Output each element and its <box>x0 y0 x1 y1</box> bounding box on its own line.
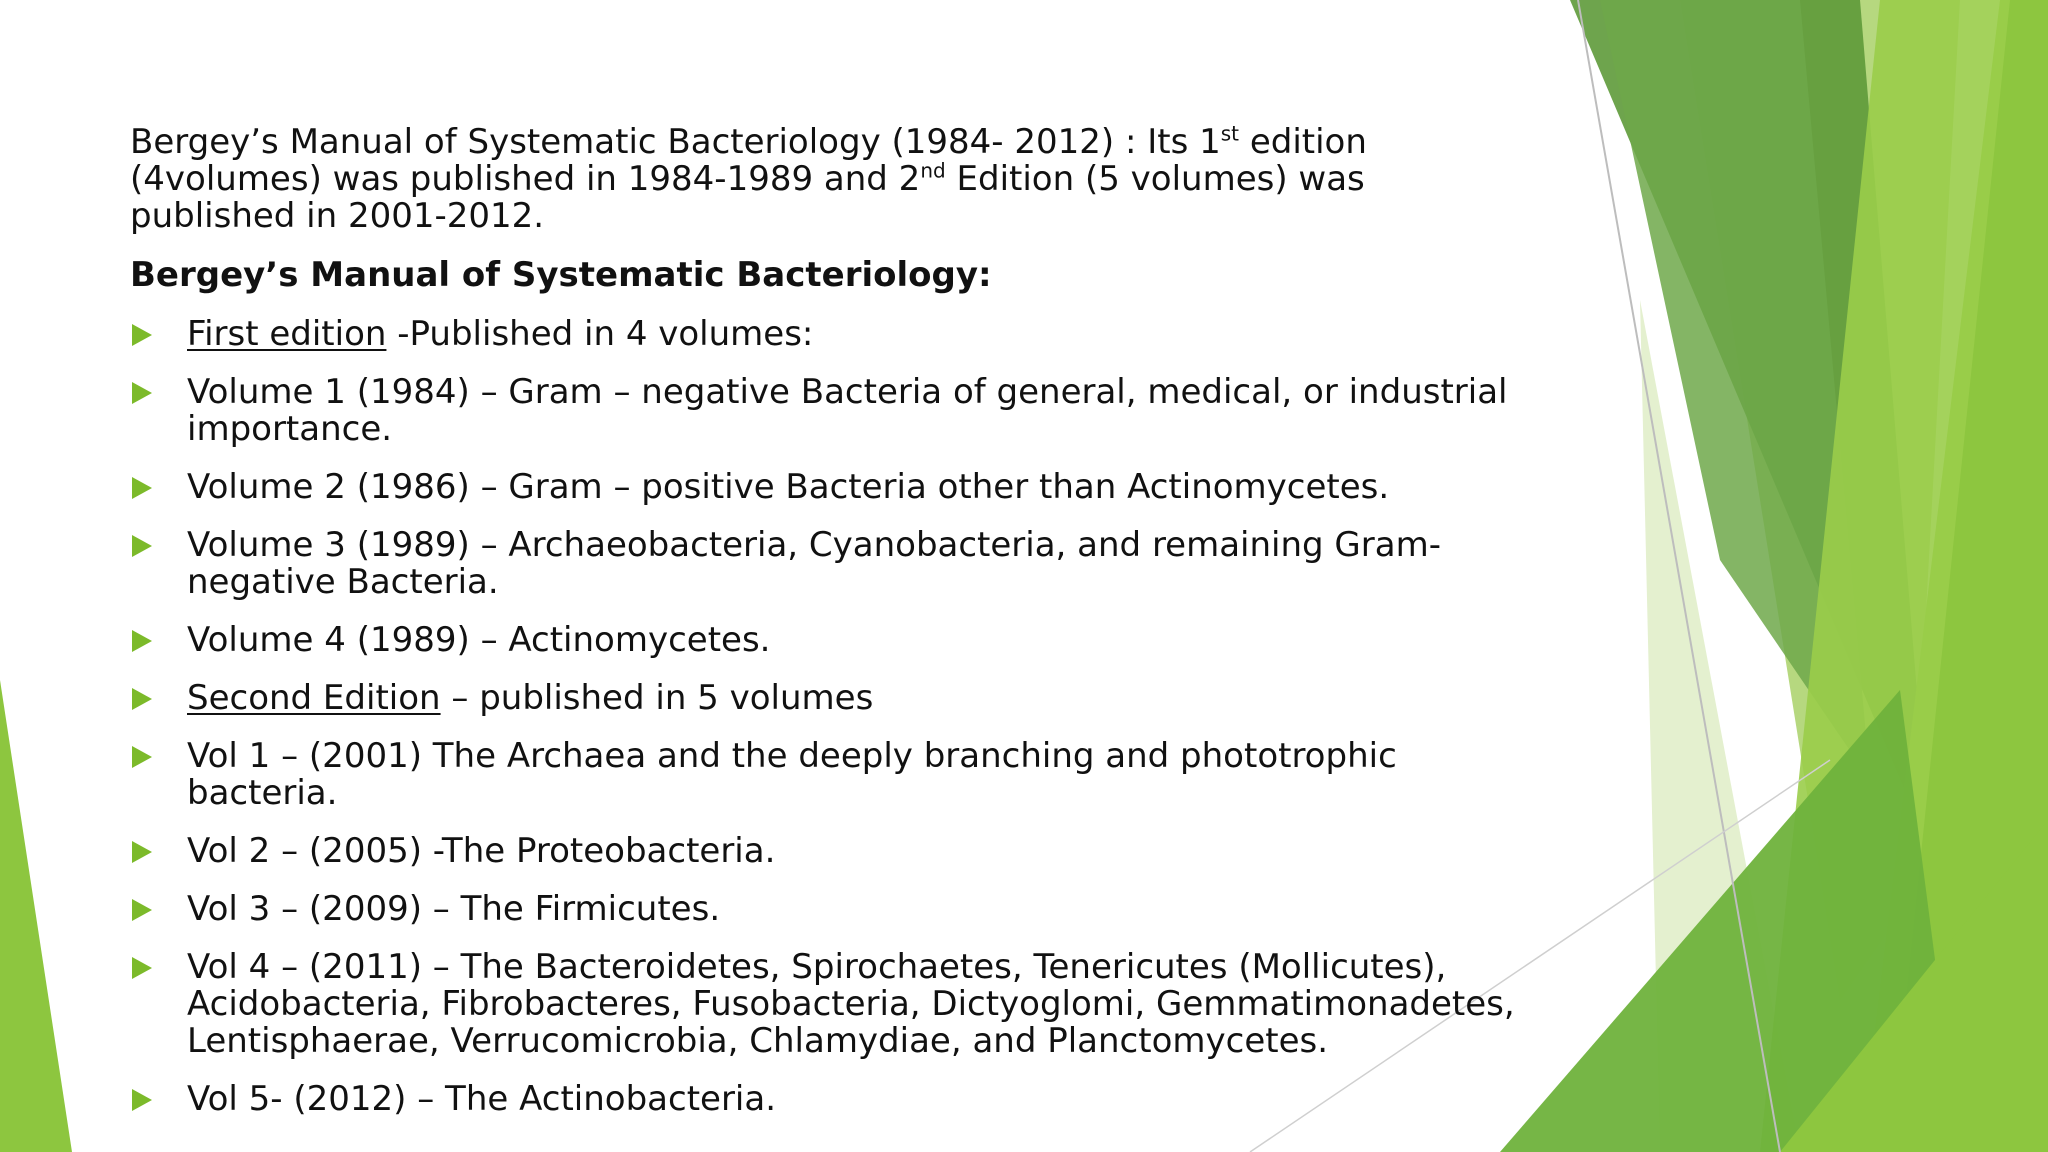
bullet-first-edition <box>130 316 1530 353</box>
triangle-bullet-icon <box>132 746 152 768</box>
vol-1-2001-text: Vol 1 – (2001) The Archaea and the deeply branching and phototrophic bacteria. <box>187 736 1397 813</box>
vol-5-2012-text: Vol 5- (2012) – The Actinobacteria. <box>187 1079 777 1119</box>
second-edition-text: – published in 5 volumes <box>440 678 874 718</box>
first-edition-label: First edition <box>187 314 387 354</box>
section-heading: Bergey’s Manual of Systematic Bacteriology: <box>130 255 992 295</box>
bullet-vol-3-2009 <box>130 891 1530 928</box>
slide-content <box>130 121 1530 1139</box>
bullet-vol-1-2001 <box>130 738 1530 812</box>
bullet-volume-3-1989 <box>130 527 1530 601</box>
triangle-bullet-icon <box>132 324 152 346</box>
second-edition-label: Second Edition <box>187 678 441 718</box>
volume-4-1989-text: Volume 4 (1989) – Actinomycetes. <box>187 620 771 660</box>
volume-1-1984-text: Volume 1 (1984) – Gram – negative Bacteria of general, medical, or industrial importance. <box>187 372 1508 449</box>
volume-3-1989-text: Volume 3 (1989) – Archaeobacteria, Cyanobacteria, and remaining Gram-negative Bacteria. <box>187 525 1441 602</box>
bullet-vol-5-2012 <box>130 1081 1530 1118</box>
intro-text-part3: Edition (5 volumes) was published in 2001-2012. <box>130 159 1365 236</box>
vol-3-2009-text: Vol 3 – (2009) – The Firmicutes. <box>187 889 721 929</box>
intro-superscript-st: st <box>1220 121 1240 146</box>
intro-superscript-nd: nd <box>920 158 946 183</box>
triangle-bullet-icon <box>132 957 152 979</box>
bullet-volume-4-1989 <box>130 622 1530 659</box>
intro-paragraph <box>130 121 1530 236</box>
bullet-vol-2-2005 <box>130 833 1530 870</box>
bullet-volume-1-1984 <box>130 374 1530 448</box>
bullet-vol-4-2011 <box>130 949 1530 1060</box>
bullet-list <box>130 316 1530 1118</box>
left-green-sliver <box>0 680 72 1152</box>
triangle-bullet-icon <box>132 841 152 863</box>
triangle-bullet-icon <box>132 1089 152 1111</box>
triangle-bullet-icon <box>132 477 152 499</box>
first-edition-text: -Published in 4 volumes: <box>386 314 814 354</box>
intro-text-part1: Bergey’s Manual of Systematic Bacteriology (1984- 2012) : Its 1 <box>130 122 1221 162</box>
triangle-bullet-icon <box>132 382 152 404</box>
vol-2-2005-text: Vol 2 – (2005) -The Proteobacteria. <box>187 831 776 871</box>
triangle-bullet-icon <box>132 535 152 557</box>
triangle-bullet-icon <box>132 630 152 652</box>
bullet-volume-2-1986 <box>130 469 1530 506</box>
intro-text-part2: edition (4volumes) was published in 1984-1989 and 2 <box>130 122 1367 199</box>
triangle-bullet-icon <box>132 688 152 710</box>
volume-2-1986-text: Volume 2 (1986) – Gram – positive Bacteria other than Actinomycetes. <box>187 467 1390 507</box>
triangle-bullet-icon <box>132 899 152 921</box>
vol-4-2011-text: Vol 4 – (2011) – The Bacteroidetes, Spirochaetes, Tenericutes (Mollicutes), Acidobacteria, Fibrobacteres, Fusobacteria, Dictyoglomi, Gemmatimonadetes, Lentisphaerae, Verrucomicrobia, Chlamydiae, and Planctomycetes. <box>187 947 1515 1061</box>
bullet-second-edition <box>130 680 1530 717</box>
